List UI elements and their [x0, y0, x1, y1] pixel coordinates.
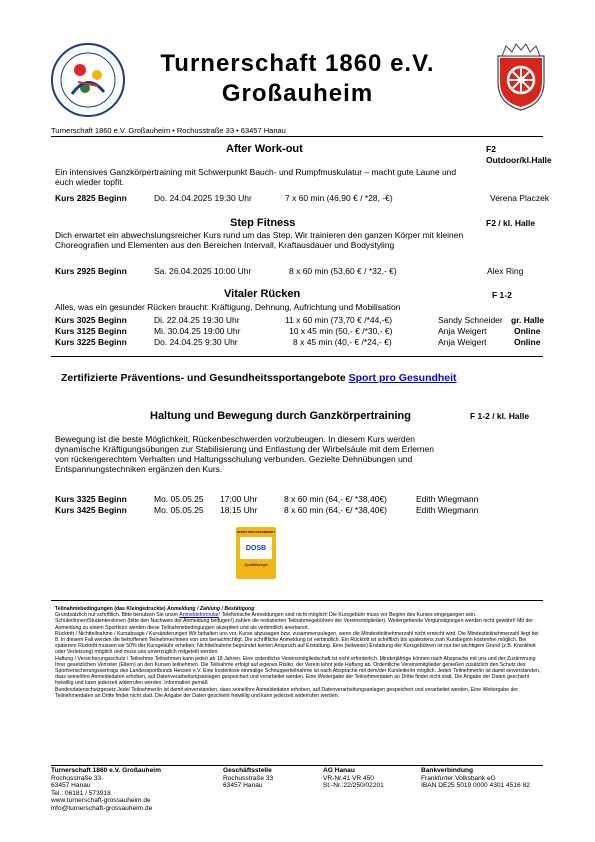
- course-number: Kurs 3425 Beginn: [55, 505, 127, 515]
- course-row: [55, 315, 545, 325]
- course-description: Ein intensives Ganzkörpertraining mit Schwerpunkt Bauch- und Rumpfmuskulatur – macht gute Laune und euch wieder topfit.: [55, 167, 457, 187]
- header-divider: [51, 136, 543, 137]
- course-number: Kurs 2925 Beginn: [55, 266, 127, 276]
- course-trainer: Sandy Schneider: [438, 315, 503, 325]
- footer-line: AG Hanau: [323, 767, 355, 774]
- prevention-course-location: F 1-2 / kl. Halle: [470, 411, 530, 421]
- website-link[interactable]: www.turnerschaft-grossauheim.de: [51, 797, 151, 805]
- course-location: F2 / kl. Halle: [486, 218, 536, 228]
- course-place: gr. Halle: [511, 315, 545, 325]
- course-number: Kurs 3025 Beginn: [55, 315, 127, 325]
- section-divider: [51, 356, 543, 357]
- course-date: Do. 24.04.2025 19:30 Uhr: [154, 193, 252, 203]
- course-number: Kurs 3125 Beginn: [55, 326, 127, 336]
- footer-line: Rochusstraße 33: [223, 774, 274, 782]
- footer-line: St.-Nr.:22/250/02201: [323, 782, 384, 790]
- footer-col-office: [223, 767, 273, 790]
- course-duration: 8 x 60 min (64,- €/ *38,40€): [284, 505, 388, 515]
- course-date: Do. 24.04.25 9:30 Uhr: [154, 337, 238, 347]
- prevention-heading: [61, 372, 457, 384]
- club-address: Turnerschaft 1860 e.V. Großauheim • Rochusstraße 33 • 63457 Hanau: [51, 126, 286, 135]
- registration-form-link[interactable]: Anmeldeformular: [179, 612, 219, 619]
- course-date: Mi. 30.04.25 19:00 Uhr: [154, 326, 241, 336]
- course-date: Di. 22.04.25 19:30 Uhr: [154, 315, 240, 325]
- course-duration: 8 x 60 min (53,60 € / *32,- €): [289, 266, 397, 276]
- course-trainer: Edith Wiegmann: [416, 505, 479, 515]
- course-duration: 8 x 45 min (40,- € /*24,- €): [293, 337, 392, 347]
- course-title: Vitaler Rücken: [224, 288, 301, 300]
- terms-paragraph: ! Telefonische Anmeldungen sind nicht möglich! Die Kursgebühr muss vor Beginn des Kurses eingegangen sein. Schüler/innen/Studenten/innen (bitte den Nachweis der Anmeldung beifügen!) zahlen die reduzierten Teilnahmegebühren der Vereinsmitglieder). Weitergehende Vergünstigungen werden nicht gewährt! Mit der Anmeldung zu einem Sportkurs werden diese Teilnahmebedingungen akzeptiert und als verbindlich anerkannt.: [55, 612, 533, 631]
- course-place: Online: [514, 337, 541, 347]
- course-row: [55, 266, 545, 276]
- course-row: [55, 326, 545, 336]
- course-description: Dich erwartet ein abwechslungsreicher Kurs rund um das Step. Wir trainieren den ganzen Körper mit kleinen Choreografien und Elementen aus den Bereichen Intervall, Kraftausdauer und Bodystyling: [55, 230, 464, 250]
- course-place: Online: [514, 326, 541, 336]
- course-duration: 10 x 45 min (50,- € /*30,- €): [289, 326, 393, 336]
- course-duration: 11 x 60 min (73,70 € /*44,-€): [285, 315, 393, 325]
- course-trainer: Anja Weigert: [438, 337, 487, 347]
- footer-line: IBAN DE25 5019 0000 4301 4516 82: [421, 782, 530, 790]
- course-location: F2: [486, 144, 496, 154]
- terms-paragraph: Rücktritt / Nichtteilnahme / Kursabsage / Kursänderungen Wir behalten uns vor, Kurse abzusagen bzw. zusammenzulegen, wenn die Mindestteilnehmerzahl nicht erreicht wird. Die Mindestteilnehmerzahl liegt bei 8. In diesem Fall werden die betroffenen Teilnehmer/innen von uns benachrichtigt. Die schriftliche Anmeldung ist verbindlich. Ein Rücktritt ist schriftlich bis spätestens zum Kursbeginn kostenfrei möglich. Bei späterem Rücktritt müssen wir 50% der Kursgebühr erheben. Nichtteilnahme begründet keinen Anspruch auf Erstattung. Eine (teilweise) Erstattung der Kursgebühren ist nur bei wichtigem Grund (z.B. Krankheit oder Verletzung) möglich und muss uns unverzüglich mitgeteilt werden.: [55, 630, 539, 656]
- course-time: 17:00 Uhr: [220, 494, 258, 504]
- footer-col-court: [323, 767, 384, 790]
- course-description: Alles, was ein gesunder Rücken braucht: Kräftigung, Dehnung, Aufrichtung und Mobilisation: [55, 302, 401, 312]
- course-trainer: Verena Placzek: [490, 193, 550, 203]
- footer-line: VR-Nr.41 VR 450: [323, 774, 374, 782]
- terms-paragraph: Bundesdatenschutzgesetz Jede/ Teilnehmer/in ist damit einverstanden, dass seine/ihre Anmeldedaten erhoben, auf Datenverarbeitungsanlagen gespeichert und verarbeitet werden. Eine Weitergabe der Teilnehmerdaten an Dritte findet nicht statt. Die Angabe der Daten geschieht freiwillig und kann jederzeit widerrufen werden.: [55, 686, 518, 699]
- terms-heading: Teilnahmebedingungen (das Kleingedruckte): [55, 606, 166, 612]
- footer-line: Rochusstraße 33: [51, 774, 102, 782]
- course-title: After Work-out: [226, 143, 303, 155]
- badge-bottom-text: Qualitätssiegel: [244, 563, 268, 567]
- footer-line: 63457 Hanau: [51, 782, 91, 790]
- footer-col-club: [51, 767, 161, 813]
- course-date: Sa. 26.04.2025 10:00 Uhr: [154, 266, 252, 276]
- prevention-course-title: Haltung und Bewegung durch Ganzkörpertraining: [150, 410, 411, 422]
- prevention-row: [55, 494, 545, 504]
- footer-line: 63457 Hanau: [223, 782, 263, 790]
- terms-paragraph: Haftung / Versicherungsschutz / Teilnehme Teilnehmen kann jede/r ab 18 Jahren. Eine ordentliche Vereinsmitgliedschaft ist nicht erforderlich. Minderjährige können nach Absprache mit uns und der Zustimmung Ihrer gesetzlichen Vertreter (Eltern) an den Kursen teilnehmen. Die Teilnahme erfolgt auf eigenes Risiko, der Verein lehnt jede Haftung ab. Ordentliche Vereinsmitglieder genießen zusätzlich den Schutz des Sportversicherungsvertrags des Landessportbunds Hessen e.V. Eine kostenlose einmalige Schnupperteilnahme ist nach Absprache mit dem/der Kursleiter/in möglich. Jede/r Teilnehmer/in ist damit einverstanden, dass seine/ihre Anmeldedaten erhoben, auf Datenverarbeitungsanlagen gespeichert und verarbeitet werden. Eine Weitergabe der Teilnehmerdaten an Dritte findet nicht statt. Die Angabe der Daten geschieht freiwillig und kann jederzeit widerrufen werden. Information gemäß: [55, 655, 541, 687]
- footer-line: Bankverbindung: [421, 767, 474, 774]
- course-duration: 7 x 60 min (46,90 € / *28, -€): [285, 193, 393, 203]
- course-trainer: Alex Ring: [487, 266, 524, 276]
- course-trainer: Edith Wiegmann: [416, 494, 479, 504]
- course-title: Step Fitness: [230, 217, 296, 229]
- course-number: Kurs 3325 Beginn: [55, 494, 127, 504]
- footer-line: Geschäftsstelle: [223, 767, 272, 774]
- footer-line: Turnerschaft 1860 e.V. Großauheim: [51, 767, 161, 774]
- sport-pro-gesundheit-link[interactable]: Sport pro Gesundheit: [348, 372, 457, 384]
- quality-seal-badge: [236, 527, 276, 579]
- club-name-line1: Turnerschaft 1860 e.V.: [160, 50, 435, 77]
- badge-mid-text: DOSB: [245, 544, 267, 552]
- email-link[interactable]: info@turnerschaft-grossauheim.de: [51, 804, 153, 812]
- badge-top-text: SPORT PRO GESUNDHEIT: [236, 530, 276, 534]
- prevention-course-description: Bewegung ist die beste Möglichkeit, Rückenbeschwerden vorzubeugen. In diesem Kurs werden dynamische Kräftigungsübungen zur Stabilisierung und Entlastung der Wirbelsäule mit dem Erlernen von rückengerechtem Verhalten und Haltungsschulung verbunden. Gezielte Dehnübungen und Entspannungstechniken ergänzen den Kurs.: [55, 434, 434, 474]
- course-date: Mo. 05.05.25: [154, 494, 204, 504]
- course-location: Outdoor/kl.Halle: [486, 155, 552, 165]
- club-name-line2: Großauheim: [221, 80, 374, 107]
- course-time: 18:15 Uhr: [220, 505, 258, 515]
- course-date: Mo. 05.05.25: [154, 505, 204, 515]
- footer-line: Tel.: 06181 / 573918: [51, 789, 111, 797]
- terms-paragraph: Grundsätzlich nur schriftlich. Bitte benutzen Sie unser: [55, 612, 179, 619]
- footer-divider: [51, 765, 543, 766]
- footer-line: Frankfurter Volksbank eG: [421, 774, 496, 782]
- terms-and-conditions: [55, 606, 543, 699]
- course-number: Kurs 2825 Beginn: [55, 193, 127, 203]
- footer-col-bank: [421, 767, 530, 790]
- prevention-heading-text: Zertifizierte Präventions- und Gesundheitssportangebote: [61, 372, 346, 384]
- course-trainer: Anja Weigert: [438, 326, 487, 336]
- course-number: Kurs 3225 Beginn: [55, 337, 127, 347]
- terms-subheading: Anmeldung / Zahlung / Bestätigung: [167, 606, 255, 612]
- prevention-row: [55, 505, 545, 515]
- course-duration: 8 x 60 min (64,- €/ *38,40€): [284, 494, 388, 504]
- course-row: [55, 337, 545, 347]
- course-location: F 1-2: [492, 290, 512, 300]
- terms-divider: [51, 600, 543, 601]
- course-row: [55, 193, 550, 203]
